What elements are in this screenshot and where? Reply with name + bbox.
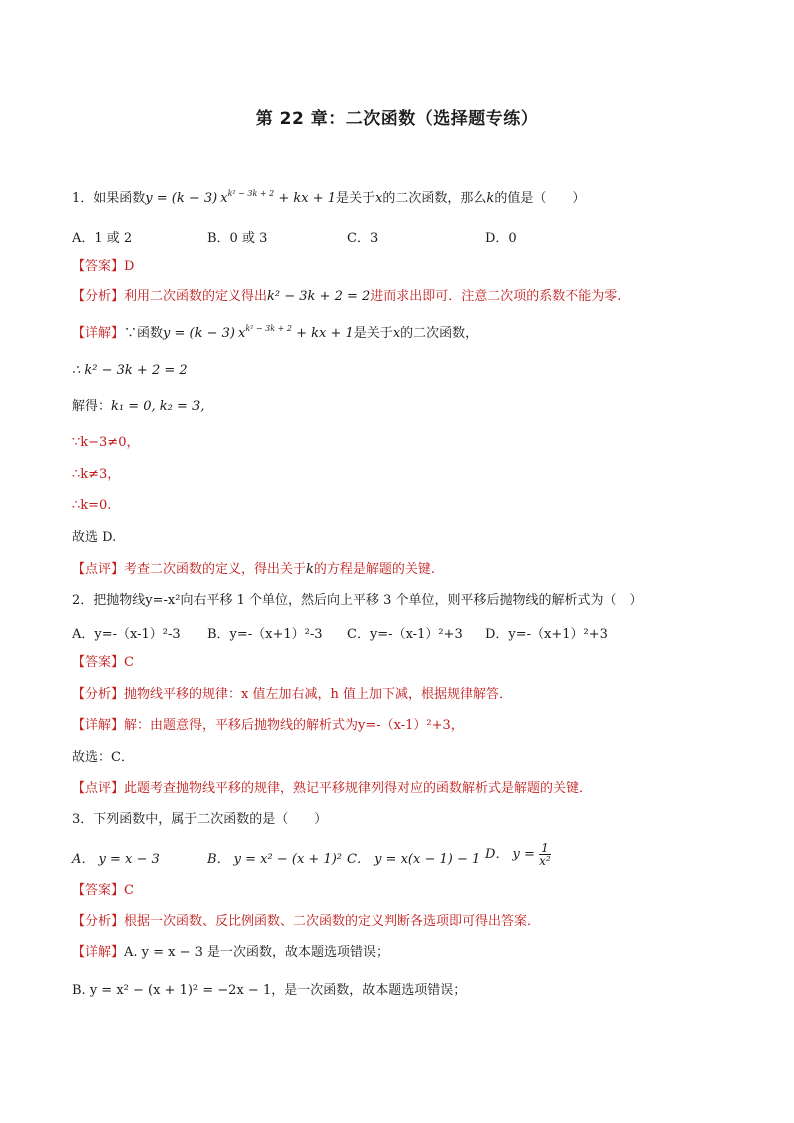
q2-stem: 2．把抛物线y=-x²向右平移 1 个单位，然后向上平移 3 个单位，则平移后抛物线的解析式为（ ） xyxy=(72,593,643,608)
page-title: 第 22 章：二次函数（选择题专练） xyxy=(255,109,539,129)
q1-detail: 【详解】∵函数y = (k − 3) $x^{k^2 - 3k + 2}$ + kx + 1是关于x的二次函数， xyxy=(72,324,479,341)
q3-detail-a: 【详解】A. y = x − 3 是一次函数，故本题选项错误； xyxy=(72,945,390,960)
q1-analysis: 【分析】利用二次函数的定义得出k² − 3k + 2 = 2进而求出即可．注意二次项的系数不能为零. xyxy=(72,289,622,304)
q3-option-c: C． y = x(x − 1) − 1 xyxy=(347,852,481,867)
q1-option-d: D．0 xyxy=(485,231,517,246)
q2-detail: 【详解】解：由题意得，平移后抛物线的解析式为y=-（x-1）²+3， xyxy=(72,718,464,733)
q3-analysis: 【分析】根据一次函数、反比例函数、二次函数的定义判断各选项即可得出答案． xyxy=(72,914,541,929)
q2-option-b: B．y=-（x+1）²-3 xyxy=(207,627,323,642)
q2-analysis: 【分析】抛物线平移的规律：x 值左加右减，h 值上加下减，根据规律解答． xyxy=(72,687,512,702)
q3-option-b: B． y = x² − (x + 1)² xyxy=(207,852,343,867)
q1-option-a: A．1 或 2 xyxy=(72,231,133,246)
q1-func: y = (k − 3) $x^{k^2 - 3k + 2}$ + kx + 1 xyxy=(145,189,337,206)
q1-step-1: ∴ k² − 3k + 2 = 2 xyxy=(72,363,188,378)
q1-step-5: ∴k=0. xyxy=(72,498,112,513)
q2-comment: 【点评】此题考查抛物线平移的规律，熟记平移规律列得对应的函数解析式是解题的关键． xyxy=(72,781,593,796)
q2-option-c: C．y=-（x-1）²+3 xyxy=(347,627,463,642)
q1-comment: 【点评】考查二次函数的定义，得出关于k的方程是解题的关键. xyxy=(72,562,436,577)
q2-answer: 【答案】C xyxy=(72,655,134,670)
q1-step-3: ∵k−3≠0， xyxy=(72,435,140,450)
q3-option-d-fraction: $\frac{1}{\text{x²}}$ xyxy=(539,841,551,868)
q1-answer: 【答案】D xyxy=(72,259,135,274)
q2-option-d: D．y=-（x+1）²+3 xyxy=(485,627,608,642)
q1-choose: 故选 D. xyxy=(72,530,117,545)
q1-step-2: 解得：k₁ = 0, k₂ = 3, xyxy=(72,399,205,414)
q3-option-a: A． y = x − 3 xyxy=(72,852,160,867)
q3-option-d: D． y = $\frac{1}{\text{x²}}$ xyxy=(485,841,551,868)
q3-answer: 【答案】C xyxy=(72,883,134,898)
q1-option-c: C．3 xyxy=(347,231,379,246)
q2-choose: 故选：C． xyxy=(72,750,134,765)
q1-option-b: B．0 或 3 xyxy=(207,231,268,246)
q3-detail-b: B. y = x² − (x + 1)² = −2x − 1，是一次函数，故本题选项错误； xyxy=(72,983,467,998)
q3-stem: 3．下列函数中，属于二次函数的是（ ） xyxy=(72,812,328,827)
q1-stem-prefix: 1．如果函数 xyxy=(72,191,146,206)
q1-stem: 1．如果函数y = (k − 3) $x^{k^2 - 3k + 2}$ + kx + 1是关于x的二次函数，那么k的值是（ ） xyxy=(72,189,586,206)
q2-option-a: A．y=-（x-1）²-3 xyxy=(72,627,181,642)
q1-step-4: ∴k≠3， xyxy=(72,467,121,482)
